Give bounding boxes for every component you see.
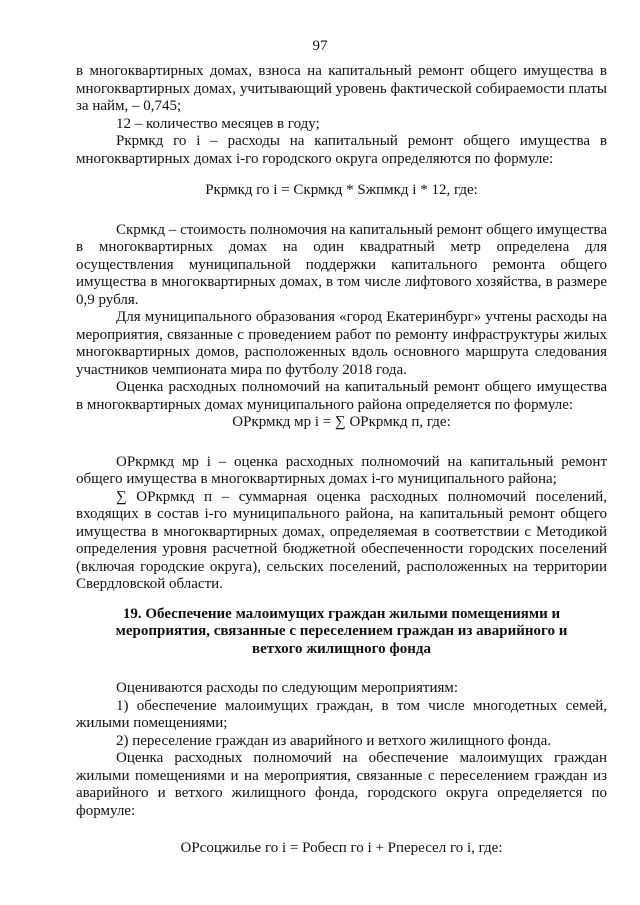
paragraph: Скрмкд – стоимость полномочия на капитальный ремонт общего имущества в многоквартирных домах на один квадратный метр определена для осуществления муниципальной поддержки капитального ремонта общего имущества в многоквартирных домах, в том числе лифтового хозяйства, в размере 0,9 рубля. (76, 221, 607, 308)
section-heading: 19. Обеспечение малоимущих граждан жилыми помещениями и мероприятия, связанные с переселением граждан из аварийного и ветхого жилищного фонда (115, 605, 568, 657)
paragraph: Для муниципального образования «город Екатеринбург» учтены расходы на мероприятия, связанные с проведением работ по ремонту инфраструктуры жилых многоквартирных домов, расположенных вдоль основного маршрута следования участников чемпионата мира по футболу 2018 года. (76, 309, 607, 378)
paragraph: ОРкрмкд мр i – оценка расходных полномочий на капитальный ремонт общего имущества в многоквартирных домах i-го муниципального района; (76, 453, 607, 487)
formula-municipal-district: ОРкрмкд мр i = ∑ ОРкрмкд п, где: (232, 414, 451, 430)
page-content (76, 63, 607, 858)
paragraph: Ркрмкд го i – расходы на капитальный ремонт общего имущества в многоквартирных домах i-го городского округа определяются по формуле: (76, 133, 607, 167)
paragraph: Оценка расходных полномочий на обеспечение малоимущих граждан жилыми помещениями и на мероприятия, связанные с переселением граждан из аварийного и ветхого жилищного фонда, городского округа определяется по формуле: (76, 750, 607, 819)
page-number: 97 (312, 38, 328, 54)
paragraph: в многоквартирных домах, взноса на капитальный ремонт общего имущества в многоквартирных домах, учитывающий уровень фактической собираемости платы за найм, – 0,745; (76, 63, 607, 114)
list-item: 2) переселение граждан из аварийного и ветхого жилищного фонда. (116, 732, 552, 749)
formula-capital-repair: Ркрмкд го i = Скрмкд * Sжпмкд i * 12, где: (205, 182, 478, 198)
paragraph: 12 – количество месяцев в году; (116, 115, 320, 132)
paragraph: ∑ ОРкрмкд п – суммарная оценка расходных полномочий поселений, входящих в состав i-го муниципального района, на капитальный ремонт общего имущества в многоквартирных домах, определяемая в соответствии с Методикой определения уровня расчетной бюджетной обеспеченности городских поселений (включая городские округа), сельских поселений, расположенных на территории Свердловской области. (76, 488, 607, 592)
formula-social-housing: ОРсоцжилье го i = Робесп го i + Рпересел го i, где: (180, 840, 503, 856)
paragraph: Оценка расходных полномочий на капитальный ремонт общего имущества в многоквартирных домах муниципального района определяется по формуле: (76, 379, 607, 413)
list-item: 1) обеспечение малоимущих граждан, в том числе многодетных семей, жилыми помещениями; (76, 697, 607, 731)
paragraph: Оцениваются расходы по следующим мероприятиям: (116, 680, 459, 696)
